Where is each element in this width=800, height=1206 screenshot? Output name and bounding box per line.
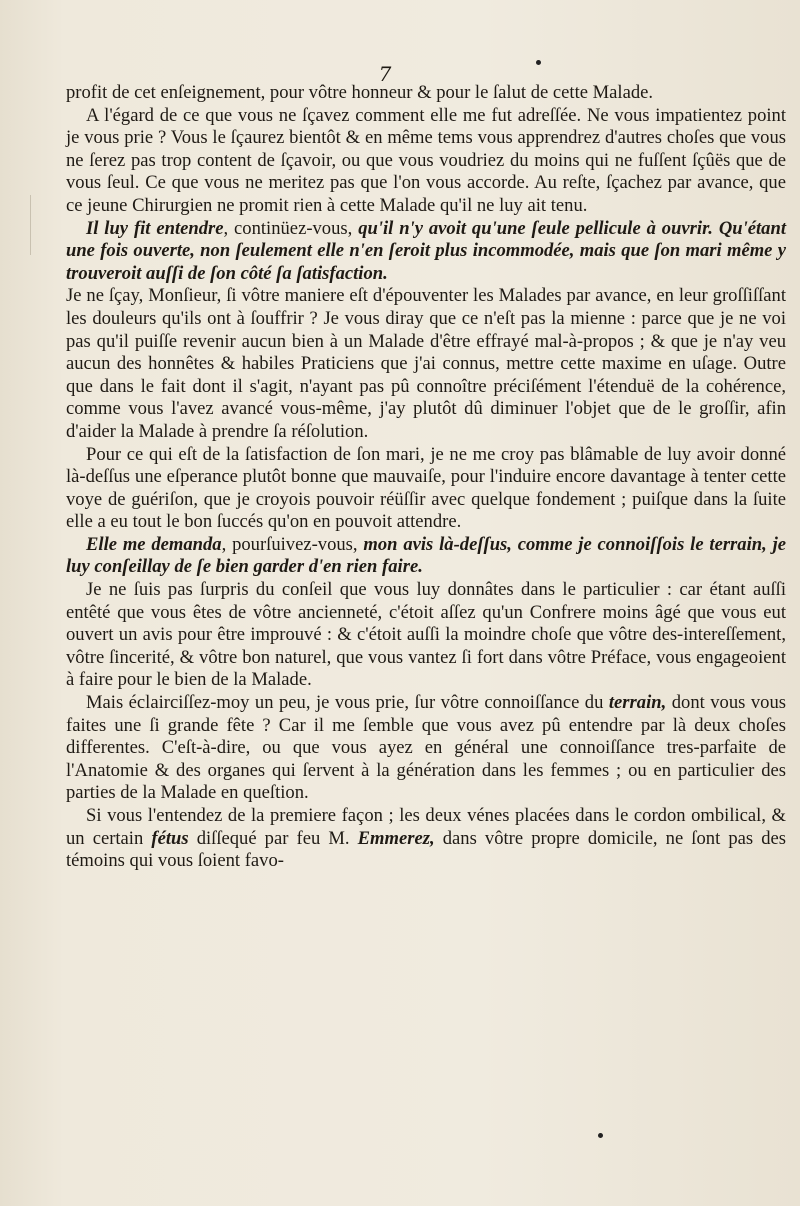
paragraph: Je ne ſçay, Monſieur, ſi vôtre maniere eſt d'épouventer les Malades par avance, en leur groſſiſſant les douleurs qu'ils ont à ſouffrir ? Je vous diray que ce n'eſt pas la mienne : parce que je ne voi pas qu'il puiſſe revenir aucun bien à un Malade d'être effrayé mal-à-propos ; & que je n'ay veu aucun des honnêtes & habiles Praticiens que j'ai connus, mettre cette maxime en uſage. Outre que dans le fait dont il s'agit, n'ayant pas pû connoître préciſément l'étenduë de la cohérence, comme vous l'avez avancé vous-même, j'ay plutôt dû diminuer l'objet que de le groſſir, afin d'aider la Malade à prendre ſa réſolution. xyxy=(66,285,786,442)
paragraph: A l'égard de ce que vous ne ſçavez comment elle me fut adreſſée. Ne vous impatientez point je vous prie ? Vous le ſçaurez bientôt & en même tems vous apprendrez d'autres choſes que vous ne ſerez pas trop content de ſçavoir, ou que vous voudriez du moins qui ne fuſſent ſçûës que de vous ſeul. Ce que vous ne meritez pas que l'on vous accorde. Au reſte, ſçachez par avance, que ce jeune Chirurgien ne promit rien à cette Malade qu'il ne luy ait tenu. xyxy=(66,104,786,216)
paragraph: Si vous l'entendez de la premiere façon ; les deux vénes placées dans le cordon ombilical, & un certain fétus diſſequé par feu M. Emmerez, dans vôtre propre domicile, ne ſont pas des témoins qui vous ſoient favo- xyxy=(66,805,786,872)
ink-spot xyxy=(598,1133,603,1138)
paragraph: Il luy fit entendre, continüez-vous, qu'il n'y avoit qu'une ſeule pellicule à ouvrir. Qu'étant une fois ouverte, non ſeulement elle n'en ſeroit plus incommodée, mais que ſon mari même y trouveroit auſſi de ſon côté ſa ſatisfaction. xyxy=(66,217,786,284)
paragraph: profit de cet enſeignement, pour vôtre honneur & pour le ſalut de cette Malade. xyxy=(66,82,654,103)
body-text xyxy=(66,82,786,873)
paragraph: Je ne ſuis pas ſurpris du conſeil que vous luy donnâtes dans le particulier : car étant auſſi entêté que vous êtes de vôtre ancienneté, c'étoit aſſez qu'un Confrere moins âgé que vous eut ouvert un avis pour être improuvé : & c'étoit auſſi la moindre choſe que vôtre des-intereſſement, vôtre ſincerité, & vôtre bon naturel, que vous vantez ſi fort dans vôtre Préface, vous engageoient à faire pour le bien de la Malade. xyxy=(66,579,786,691)
page-crease xyxy=(30,195,31,255)
page-number: 7 xyxy=(378,62,392,86)
paragraph: Mais éclairciſſez-moy un peu, je vous prie, ſur vôtre connoiſſance du terrain, dont vous vous faites une ſi grande fête ? Car il me ſemble que vous avez pû entendre par là deux choſes differentes. C'eſt-à-dire, ou que vous ayez en général une connoiſſance tres-parfaite de l'Anatomie & des organes qui ſervent à la génération dans les femmes ; ou en particulier des parties de la Malade en queſtion. xyxy=(66,692,786,804)
paragraph: Elle me demanda, pourſuivez-vous, mon avis là-deſſus, comme je connoiſſois le terrain, je luy conſeillay de ſe bien garder d'en rien faire. xyxy=(66,533,786,578)
paragraph: Pour ce qui eſt de la ſatisfaction de ſon mari, je ne me croy pas blâmable de luy avoir donné là-deſſus une eſperance plutôt bonne que mauvaiſe, pour l'induire encore davantage à tenter cette voye de guériſon, que je croyois pouvoir réüſſir avec quelque fondement ; puiſque dans la ſuite elle a eu tout le bon ſuccés qu'on en pouvoit attendre. xyxy=(66,443,786,533)
